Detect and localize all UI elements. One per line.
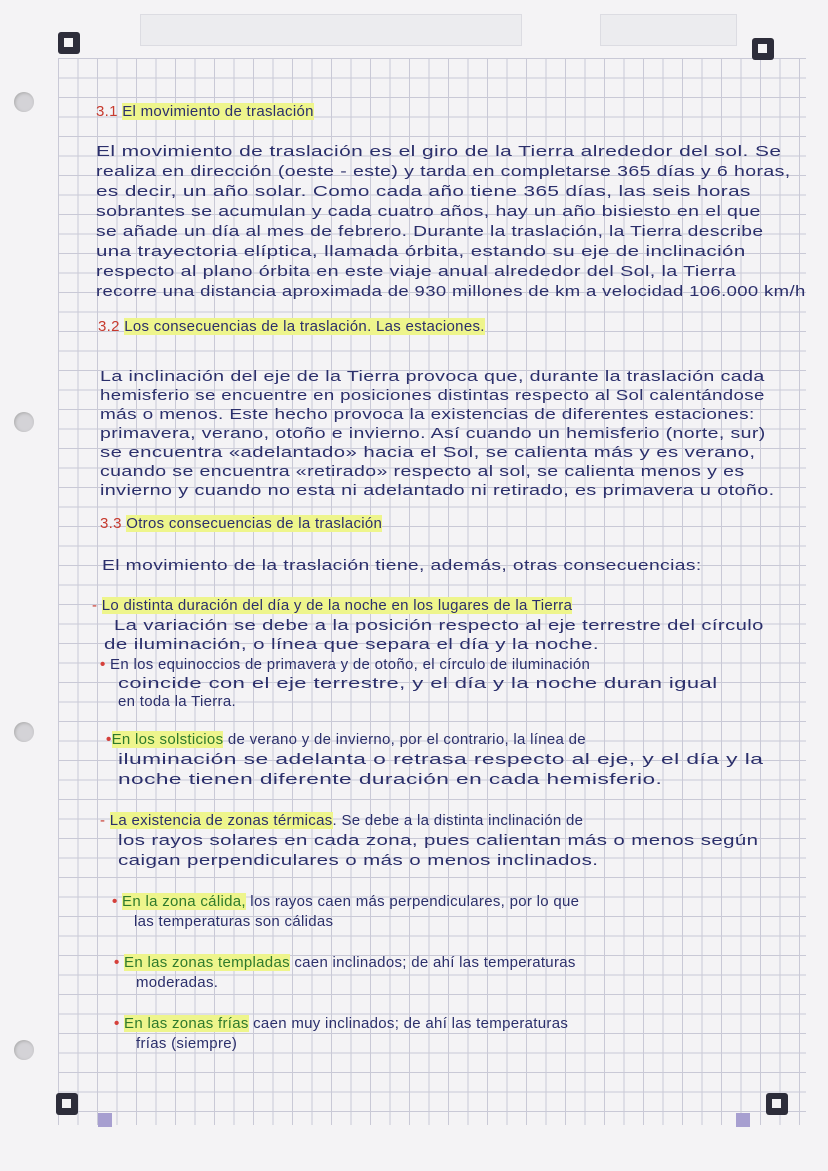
bullet-dot-icon: • — [100, 656, 106, 673]
bullet-dot-icon: • — [112, 893, 118, 910]
bullet-dot-icon: • — [106, 731, 112, 748]
text-line: cuando se encuentra «retirado» respecto al sol, se calienta menos y es — [100, 463, 745, 480]
text-line: sobrantes se acumulan y cada cuatro años, hay un año bisiesto en el que — [96, 203, 761, 220]
section-number: 3.1 — [96, 103, 118, 120]
text-line: En los equinoccios de primavera y de otoño, el círculo de iluminación — [110, 656, 591, 673]
section-number: 3.3 — [100, 515, 122, 532]
dash-bullet-icon: - — [100, 812, 106, 829]
bullet-zona-calida — [112, 893, 579, 910]
section-heading-3-3 — [100, 515, 382, 532]
text-line: El movimiento de traslación es el giro de la Tierra alrededor del sol. Se — [96, 143, 782, 160]
text-line: iluminación se adelanta o retrasa respecto al eje, y el día y la — [118, 751, 764, 768]
text-line: recorre una distancia aproximada de 930 millones de km a velocidad 106.000 km/h — [96, 283, 806, 300]
bullet-zonas-frias — [114, 1015, 568, 1032]
text-line: los rayos solares en cada zona, pues calientan más o menos según — [118, 832, 759, 849]
text-line: de verano y de invierno, por el contrario, la línea de — [223, 731, 586, 748]
section-heading-3-2 — [98, 318, 485, 335]
bullet-solsticios — [106, 731, 586, 748]
text-line: respecto al plano órbita en este viaje anual alrededor del Sol, la Tierra — [96, 263, 737, 280]
text-line: El movimiento de la traslación tiene, además, otras consecuencias: — [102, 557, 702, 574]
text-line: caen inclinados; de ahí las temperaturas — [289, 954, 576, 971]
bullet-equinoccios — [100, 656, 590, 673]
text-line: realiza en dirección (oeste - este) y tarda en completarse 365 días y 6 horas, — [96, 163, 791, 180]
highlighted-text: La existencia de zonas térmicas — [109, 812, 333, 829]
list-item-zonas-termicas — [100, 812, 583, 829]
list-item-day-night — [92, 597, 572, 614]
text-line: se añade un día al mes de febrero. Durante la traslación, la Tierra describe — [96, 223, 764, 240]
section-title: Otros consecuencias de la traslación — [126, 515, 383, 532]
highlighted-text: En los solsticios — [111, 731, 224, 748]
highlighted-text: Lo distinta duración del día y de la noche en los lugares de la Tierra — [101, 597, 573, 614]
bullet-dot-icon: • — [114, 1015, 120, 1032]
section-title: El movimiento de traslación — [122, 103, 314, 120]
text-line: coincide con el eje terrestre, y el día y la noche duran igual — [118, 675, 718, 692]
text-line: frías (siempre) — [136, 1035, 238, 1052]
text-line: las temperaturas son cálidas — [134, 913, 334, 930]
section-heading-3-1 — [96, 103, 314, 120]
highlighted-text: En la zona cálida, — [122, 893, 246, 910]
text-line: hemisferio se encuentre en posiciones distintas respecto al Sol calentándose — [100, 387, 765, 404]
text-line: invierno y cuando no esta ni adelantado ni retirado, es primavera u otoño. — [100, 482, 775, 499]
section-number: 3.2 — [98, 318, 120, 335]
text-line: La inclinación del eje de la Tierra provoca que, durante la traslación cada — [100, 368, 765, 385]
text-line: de iluminación, o línea que separa el día y la noche. — [104, 636, 599, 653]
section-title: Los consecuencias de la traslación. Las estaciones. — [124, 318, 485, 335]
text-line: es decir, un año solar. Como cada año tiene 365 días, las seis horas — [96, 183, 751, 200]
highlighted-text: En las zonas templadas — [124, 954, 290, 971]
text-line: los rayos caen más perpendiculares, por lo que — [245, 893, 580, 910]
text-line: en toda la Tierra. — [118, 693, 236, 710]
text-line: caen muy inclinados; de ahí las temperaturas — [248, 1015, 569, 1032]
highlighted-text: En las zonas frías — [124, 1015, 249, 1032]
text-line: La variación se debe a la posición respecto al eje terrestre del círculo — [114, 617, 764, 634]
text-line: . Se debe a la distinta inclinación de — [332, 812, 584, 829]
bullet-zonas-templadas — [114, 954, 576, 971]
text-line: caigan perpendiculares o más o menos inclinados. — [118, 852, 599, 869]
text-line: se encuentra «adelantado» hacia el Sol, se calienta más y es verano, — [100, 444, 756, 461]
dash-bullet-icon: - — [92, 597, 98, 614]
bullet-dot-icon: • — [114, 954, 120, 971]
text-line: moderadas. — [136, 974, 219, 991]
text-line: una trayectoria elíptica, llamada órbita, estando su eje de inclinación — [96, 243, 746, 260]
text-line: noche tienen diferente duración en cada hemisferio. — [118, 771, 663, 788]
text-line: primavera, verano, otoño e invierno. Así cuando un hemisferio (norte, sur) — [100, 425, 766, 442]
text-line: más o menos. Este hecho provoca la existencias de diferentes estaciones: — [100, 406, 755, 423]
